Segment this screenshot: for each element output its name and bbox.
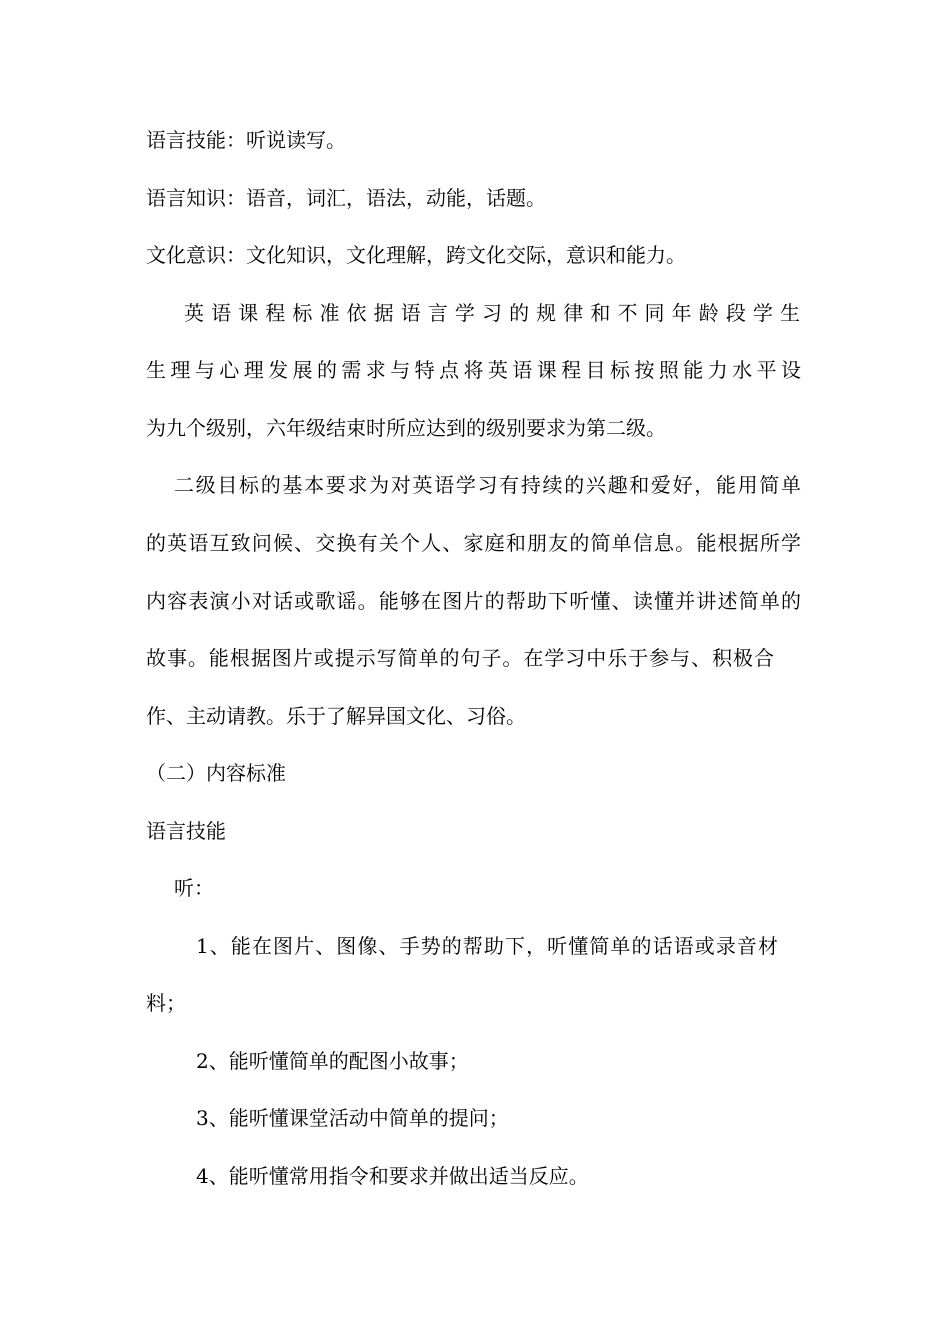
list-item-2: 2、能听懂简单的配图小故事； <box>196 1049 469 1073</box>
paragraph-2-line-3: 内容表演小对话或歌谣。能够在图片的帮助下听懂、读懂并讲述简单的 <box>146 589 801 613</box>
language-knowledge-line: 语言知识：语音，词汇，语法，动能，话题。 <box>146 186 546 210</box>
list-item-4: 4、能听懂常用指令和要求并做出适当反应。 <box>196 1164 589 1188</box>
section-heading: （二）内容标准 <box>146 761 286 785</box>
list-item-3: 3、能听懂课堂活动中简单的提问； <box>196 1106 509 1130</box>
paragraph-1-line-1: 英语课程标准依据语言学习的规律和不同年龄段学生 <box>184 301 800 325</box>
paragraph-2-line-1: 二级目标的基本要求为对英语学习有持续的兴趣和爱好，能用简单 <box>174 473 801 497</box>
list-item-1-line-2: 料； <box>146 991 186 1015</box>
listening-heading: 听： <box>174 876 214 900</box>
cultural-awareness-line: 文化意识：文化知识，文化理解，跨文化交际，意识和能力。 <box>146 243 686 267</box>
paragraph-2-line-2: 的英语互致问候、交换有关个人、家庭和朋友的简单信息。能根据所学 <box>146 531 801 555</box>
paragraph-1-line-2: 生理与心理发展的需求与特点将英语课程目标按照能力水平设 <box>146 358 801 382</box>
paragraph-2-line-5: 作、主动请教。乐于了解异国文化、习俗。 <box>146 704 526 728</box>
paragraph-2-line-4: 故事。能根据图片或提示写简单的句子。在学习中乐于参与、积极合 <box>146 646 774 670</box>
language-skills-line: 语言技能：听说读写。 <box>146 128 346 152</box>
paragraph-1-line-3: 为九个级别，六年级结束时所应达到的级别要求为第二级。 <box>146 416 666 440</box>
list-item-1-line-1: 1、能在图片、图像、手势的帮助下，听懂简单的话语或录音材 <box>196 934 778 958</box>
subsection-heading: 语言技能 <box>146 819 226 843</box>
